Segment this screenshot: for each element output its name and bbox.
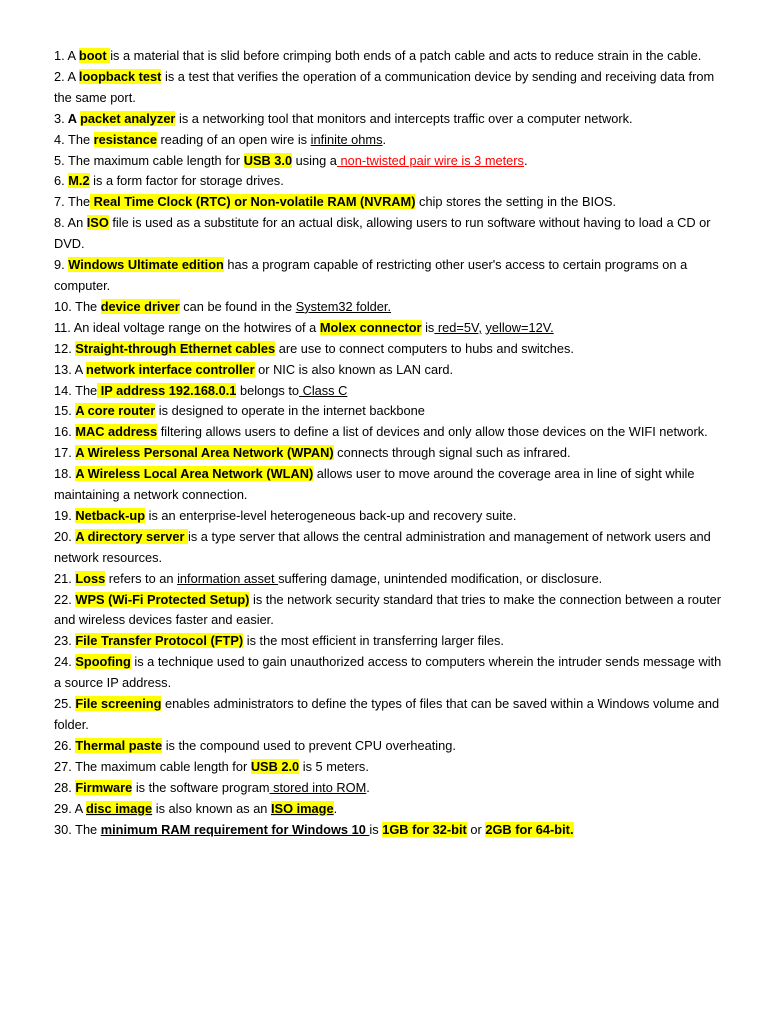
highlighted-term: A core router [75, 403, 156, 419]
item-number: 1. [54, 48, 65, 63]
highlighted-term: ISO image [270, 800, 334, 816]
highlighted-term: Molex connector [319, 319, 422, 335]
list-item [54, 506, 728, 527]
item-number: 25. [54, 696, 72, 712]
item-number: 30. [54, 821, 72, 837]
item-text: is a networking tool that monitors and intercepts traffic over a computer network. [175, 110, 633, 126]
list-item [54, 213, 728, 255]
item-number: 29. [54, 800, 72, 816]
item-text: allows user to move around the coverage area in line of sight while maintaining a network connection. [54, 466, 695, 503]
highlighted-term: resistance [93, 131, 157, 147]
item-number: 6. [54, 173, 65, 189]
list-item [54, 297, 728, 318]
item-text: enables administrators to define the types of files that can be saved within a Windows volume and folder. [54, 696, 720, 732]
item-text: . [366, 779, 370, 795]
list-item [54, 401, 728, 422]
item-text: is [369, 821, 383, 837]
item-number: 23. [54, 633, 72, 649]
item-text: is [421, 319, 435, 335]
item-number: 24. [54, 654, 72, 670]
item-text: is a technique used to gain unauthorized access to computers wherein the intruder sends message with a source IP address. [54, 654, 722, 691]
list-item [54, 736, 728, 757]
item-text: is the most efficient in transferring larger files. [243, 633, 504, 649]
item-text: The [71, 298, 101, 314]
list-item [54, 360, 728, 381]
highlighted-term: Thermal paste [75, 737, 163, 753]
answer-list [54, 46, 728, 840]
highlighted-term: A Wireless Local Area Network (WLAN) [75, 466, 314, 482]
item-number: 2. [54, 68, 65, 84]
list-item [54, 46, 728, 67]
list-item [54, 422, 728, 443]
list-item [54, 67, 728, 109]
item-text: is the software program [132, 779, 270, 795]
item-text: The [71, 382, 98, 398]
list-item [54, 130, 728, 151]
highlighted-term: ISO [86, 215, 109, 231]
item-text: . [333, 800, 338, 816]
highlighted-term: MAC address [75, 424, 158, 440]
item-text: System32 folder. [295, 298, 392, 314]
item-text: is a material that is slid before crimping both ends of a patch cable and acts to reduce strain in the cable. [110, 48, 702, 63]
highlighted-term: disc image [86, 800, 153, 816]
item-text: A [64, 48, 79, 63]
item-text: refers to an [105, 570, 178, 586]
item-text: Class C [299, 382, 348, 398]
item-number: 9. [54, 257, 65, 273]
list-item [54, 151, 728, 172]
item-text: filtering allows users to define a list of devices and only allow those devices on the WIFI network. [157, 424, 708, 440]
item-text: A [71, 800, 87, 816]
item-number: 4. [54, 131, 65, 147]
item-text: or NIC is also known as LAN card. [254, 361, 454, 377]
item-number: 28. [54, 779, 72, 795]
item-number: 10. [54, 298, 72, 314]
highlighted-term: USB 3.0 [243, 152, 293, 168]
item-number: 17. [54, 445, 72, 461]
item-text: The [64, 131, 94, 147]
item-text: red=5V, [434, 319, 482, 335]
list-item [54, 799, 728, 820]
list-item [54, 339, 728, 360]
list-item [54, 527, 728, 569]
highlighted-term: device driver [100, 298, 180, 314]
highlighted-term: packet analyzer [80, 110, 176, 126]
item-text: belongs to [236, 382, 300, 398]
item-text: is designed to operate in the internet backbone [155, 403, 425, 419]
item-number: 12. [54, 340, 72, 356]
highlighted-term: 1GB for 32-bit [382, 821, 467, 837]
highlighted-term: A directory server [75, 528, 188, 544]
item-text: is also known as an [152, 800, 271, 816]
list-item [54, 757, 728, 778]
list-item [54, 464, 728, 506]
item-number: 22. [54, 591, 72, 607]
list-item [54, 590, 728, 632]
list-item [54, 381, 728, 402]
item-text: is a form factor for storage drives. [89, 173, 284, 189]
item-number: 27. [54, 758, 72, 774]
item-text: has a program capable of restricting other user's access to certain programs on a computer. [54, 257, 688, 293]
highlighted-term: File Transfer Protocol (FTP) [75, 633, 244, 649]
item-text: is 5 meters. [299, 758, 369, 774]
highlighted-term: network interface controller [86, 361, 255, 377]
highlighted-term: Netback-up [75, 507, 146, 523]
highlighted-term: boot [78, 48, 111, 63]
item-text: An [64, 215, 87, 231]
item-text: is the network security standard that tries to make the connection between a router and wireless devices faster and easier. [54, 591, 722, 628]
item-text: . [523, 152, 528, 168]
item-text: is a test that verifies the operation of a communication device by sending and receiving data from the same port. [54, 68, 715, 105]
item-number: 19. [54, 507, 72, 523]
item-text: file is used as a substitute for an actual disk, allowing users to run software without having to load a CD or DVD. [54, 215, 711, 252]
item-text: or [466, 821, 486, 837]
highlighted-term: A Wireless Personal Area Network (WPAN) [75, 445, 334, 461]
item-text: yellow=12V. [485, 319, 554, 335]
item-text: . [382, 131, 387, 147]
highlighted-term: Firmware [75, 779, 133, 795]
highlighted-term: Windows Ultimate edition [68, 257, 224, 273]
item-text: The [64, 194, 91, 210]
item-number: 18. [54, 466, 72, 482]
highlighted-term: Straight-through Ethernet cables [75, 340, 276, 356]
list-item [54, 778, 728, 799]
item-number: 13. [54, 361, 72, 377]
highlighted-term: 2GB for 64-bit. [485, 821, 574, 837]
item-text: stored into ROM [269, 779, 367, 795]
item-number: 3. [54, 110, 65, 126]
highlighted-term: USB 2.0 [250, 758, 300, 774]
item-text: connects through signal such as infrared. [333, 445, 571, 461]
item-text: The [71, 821, 101, 837]
item-number: 15. [54, 403, 72, 419]
item-text: non-twisted pair wire is 3 meters [336, 152, 524, 168]
item-number: 5. [54, 152, 65, 168]
list-item [54, 171, 728, 192]
highlighted-term: Loss [75, 570, 106, 586]
list-item [54, 443, 728, 464]
item-number: 20. [54, 528, 72, 544]
list-item [54, 255, 728, 297]
item-number: 7. [54, 194, 65, 210]
highlighted-term: M.2 [68, 173, 90, 189]
item-text: is the compound used to prevent CPU overheating. [162, 737, 456, 753]
item-number: 16. [54, 424, 72, 440]
item-text: A [71, 361, 87, 377]
list-item [54, 820, 728, 841]
highlighted-term: IP address 192.168.0.1 [97, 382, 237, 398]
list-item [54, 631, 728, 652]
item-number: 14. [54, 382, 72, 398]
item-text: information asset [177, 570, 279, 586]
item-text: minimum RAM requirement for Windows 10 [100, 821, 370, 837]
item-text: are use to connect computers to hubs and switches. [275, 340, 574, 356]
item-text: The maximum cable length for [71, 758, 251, 774]
list-item [54, 318, 728, 339]
item-number: 21. [54, 570, 72, 586]
list-item [54, 652, 728, 694]
item-text: is an enterprise-level heterogeneous back-up and recovery suite. [145, 507, 517, 523]
item-text: infinite ohms [310, 131, 383, 147]
item-number: 8. [54, 215, 65, 231]
highlighted-term: Real Time Clock (RTC) or Non-volatile RAM (NVRAM) [90, 194, 416, 210]
item-text: chip stores the setting in the BIOS. [415, 194, 617, 210]
highlighted-term: Spoofing [75, 654, 131, 670]
item-text: can be found in the [179, 298, 296, 314]
highlighted-term: loopback test [78, 68, 162, 84]
item-text: The maximum cable length for [64, 152, 244, 168]
highlighted-term: WPS (Wi-Fi Protected Setup) [75, 591, 250, 607]
item-number: 11. [54, 319, 71, 335]
list-item [54, 192, 728, 213]
item-text: A [64, 68, 79, 84]
item-number: 26. [54, 737, 72, 753]
list-item [54, 109, 728, 130]
list-item [54, 694, 728, 736]
item-text: suffering damage, unintended modification, or disclosure. [278, 570, 603, 586]
item-text: A [64, 110, 81, 126]
list-item [54, 569, 728, 590]
item-text: is a type server that allows the central administration and management of network users and network resources. [54, 528, 711, 565]
item-text: using a [292, 152, 337, 168]
item-text: An ideal voltage range on the hotwires of a [70, 319, 320, 335]
item-text: reading of an open wire is [156, 131, 311, 147]
highlighted-term: File screening [75, 696, 162, 712]
